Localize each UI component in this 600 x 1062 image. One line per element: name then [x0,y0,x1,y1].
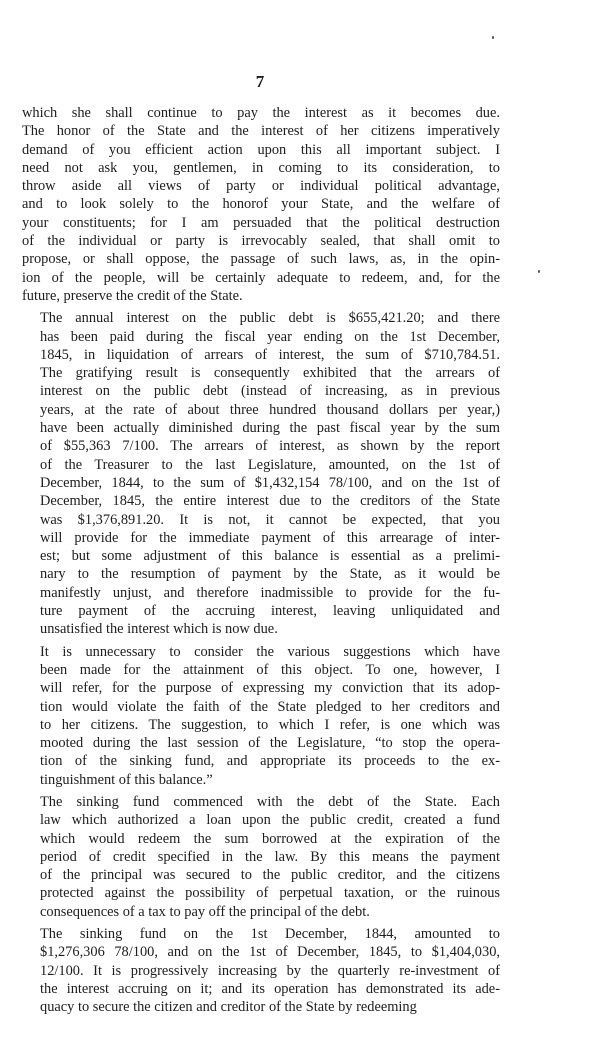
text-line: quacy to secure the citizen and creditor of the State by redeeming [40,999,417,1016]
body-text [22,104,500,1021]
text-line: est; but some adjustment of this balance is essential as a prelimi- [40,548,500,565]
text-line: which she shall continue to pay the interest as it becomes due. [22,105,500,121]
text-line: has been paid during the fiscal year ending on the 1st December, [40,328,500,345]
text-line: 12/100. It is progressively increasing by the quarterly re-investment of [40,962,500,979]
ink-speck [492,36,494,39]
paragraph [22,793,500,921]
text-line: have been actually diminished during the past fiscal year by the sum [40,420,500,437]
text-line: of the principal was secured to the public creditor, and the citizens [40,867,500,884]
ink-speck [538,270,540,273]
text-line: tinguishment of this balance.” [40,771,213,788]
text-line: The honor of the State and the interest of her citizens imperatively [22,123,500,140]
text-line: consequences of a tax to pay off the principal of the debt. [40,903,370,920]
text-line: ion of the people, will be certainly adequate to redeem, and, for the [22,269,500,286]
text-line: years, at the rate of about three hundred thousand dollars per year,) [40,401,500,418]
text-line: manifestly unjust, and therefore inadmissible to provide for the fu- [40,584,500,601]
text-line: need not ask you, gentlemen, in coming to its consideration, to [22,159,500,176]
text-line: The gratifying result is consequently exhibited that the arrears of [40,365,500,382]
text-line: propose, or shall oppose, the passage of such laws, as, in the opin- [22,251,500,268]
text-line: 1845, in liquidation of arrears of interest, the sum of $710,784.51. [40,346,500,363]
text-line: tion would violate the faith of the State pledged to her creditors and [40,698,500,715]
text-line: The annual interest on the public debt is $655,421.20; and there [40,310,500,327]
page-number: 7 [255,72,265,91]
text-line: and to look solely to the honorof your State, and the welfare of [22,196,500,213]
paragraph [22,643,500,789]
text-line: of the individual or party is irrevocably sealed, that shall omit to [22,233,500,250]
text-line: The sinking fund commenced with the debt of the State. Each [40,793,500,810]
text-line: nary to the resumption of payment by the State, as it would be [40,566,500,583]
text-line: $1,276,306 78/100, and on the 1st of December, 1845, to $1,404,030, [40,944,500,961]
text-line: law which authorized a loan upon the public credit, created a fund [40,812,500,829]
paragraph [22,309,500,638]
text-line: interest on the public debt (instead of increasing, as in previous [40,383,500,400]
paragraph [22,925,500,1016]
text-line: protected against the possibility of perpetual taxation, or the ruinous [40,885,500,902]
text-line: December, 1844, to the sum of $1,432,154 78/100, and on the 1st of [40,474,500,491]
text-line: your constituents; for I am persuaded that the political destruction [22,214,500,231]
text-line: throw aside all views of party or individual political advantage, [22,178,500,195]
text-line: been made for the attainment of this object. To one, however, I [40,661,500,678]
text-line: It is unnecessary to consider the various suggestions which have [40,643,500,660]
text-line: unsatisfied the interest which is now due. [40,621,278,638]
text-line: ture payment of the accruing interest, leaving unliquidated and [40,603,500,620]
text-line: demand of you efficient action upon this all important subject. I [22,141,500,158]
text-line: future, preserve the credit of the State. [22,287,243,304]
text-line: The sinking fund on the 1st December, 1844, amounted to [40,926,500,943]
text-line: tion of the sinking fund, and appropriate its proceeds to the ex- [40,753,500,770]
text-line: of $55,363 7/100. The arrears of interest, as shown by the report [40,438,500,455]
text-line: to her citizens. The suggestion, to which I refer, is one which was [40,716,500,733]
text-line: of the Treasurer to the last Legislature, amounted, on the 1st of [40,456,500,473]
text-line: will provide for the immediate payment of this arrearage of inter- [40,529,500,546]
text-line: was $1,376,891.20. It is not, it cannot be expected, that you [40,511,500,528]
text-line: will refer, for the purpose of expressing my conviction that its adop- [40,680,500,697]
text-line: which would redeem the sum borrowed at the expiration of the [40,830,500,847]
text-line: the interest accruing on it; and its operation has demonstrated its ade- [40,980,500,997]
text-line: December, 1845, the entire interest due to the creditors of the State [40,493,500,510]
text-line: mooted during the last session of the Legislature, “to stop the opera- [40,735,500,752]
paragraph [22,104,500,305]
text-line: period of credit specified in the law. By this means the payment [40,848,500,865]
